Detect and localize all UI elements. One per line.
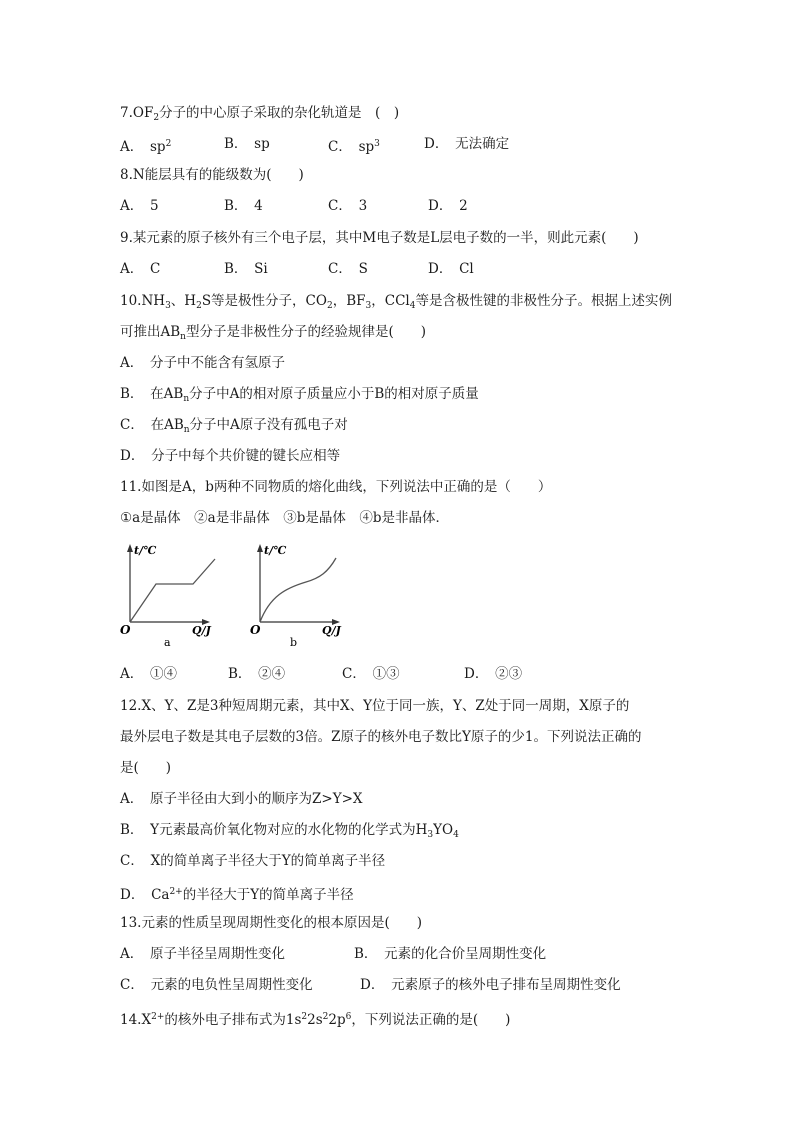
q12-stem-line2: 最外层电子数是其电子层数的3倍。Z原子的核外电子数比Y原子的少1。下列说法正确的	[120, 729, 642, 745]
graph-a-curve	[130, 559, 215, 622]
q7-option-a: A． $sp^2$	[120, 139, 172, 155]
q7-option-c: C． $sp^3$	[328, 139, 380, 155]
q11-option-a: A． ①④	[120, 666, 177, 682]
q8-option-c: C． 3	[328, 198, 368, 214]
q11-option-c: C． ①③	[342, 666, 400, 682]
graph-a-origin: O	[120, 623, 131, 637]
graph-a-x-label: Q/J	[192, 624, 211, 637]
graph-b-y-label: t/℃	[264, 544, 287, 557]
q12-option-a: A． 原子半径由大到小的顺序为Z>Y>X	[120, 791, 363, 807]
q13-option-a: A． 原子半径呈周期性变化	[120, 946, 285, 962]
q9-option-d: D． Cl	[428, 261, 474, 277]
q11-option-d: D． ②③	[464, 666, 523, 682]
q7-stem: $7.OF_2$分子的中心原子采取的杂化轨道是 ( )	[120, 105, 400, 123]
q12-option-c: C． X的简单离子半径大于Y的简单离子半径	[120, 853, 386, 869]
q12-option-d: D． $Ca^{2+}$的半径大于Y的简单离子半径	[120, 887, 354, 903]
q10-option-d: D． 分子中每个共价键的键长应相等	[120, 448, 341, 464]
q11-option-b: B． ②④	[228, 666, 286, 682]
q9-option-b: B． Si	[224, 261, 268, 277]
q10-option-b: B． 在$AB_n$分子中A的相对原子质量应小于B的相对原子质量	[120, 386, 479, 404]
q10-option-c: C． 在$AB_n$分子中A原子没有孤电子对	[120, 417, 348, 435]
q14-stem: $14.X^{2+}$的核外电子排布式为$1s^22s^22p^6$，下列说法正确的是( )	[120, 1012, 511, 1028]
q12-option-b: B． Y元素最高价氧化物对应的水化物的化学式为$H_3YO_4$	[120, 822, 459, 840]
q13-option-b: B． 元素的化合价呈周期性变化	[354, 946, 547, 962]
q9-option-a: A． C	[120, 261, 161, 277]
melting-curve-graph-a	[118, 538, 228, 650]
q8-stem: 8.N能层具有的能级数为( )	[120, 167, 304, 183]
q8-option-d: D． 2	[428, 198, 468, 214]
graph-a-y-arrow	[127, 544, 133, 552]
q10-stem-line1: $10.NH_3$、$H_2S$等是极性分子，$CO_2$，$BF_3$，CCl$_4$等是含极性键的非极性分子。根据上述实例	[120, 293, 672, 311]
q9-stem: 9.某元素的原子核外有三个电子层，其中M电子数是L层电子数的一半，则此元素( )	[120, 230, 639, 246]
q11-stem: 11.如图是A，b两种不同物质的熔化曲线，下列说法中正确的是（ ）	[120, 479, 552, 495]
graph-b-curve	[260, 558, 336, 622]
q11-statements: ①a是晶体 ②a是非晶体 ③b是晶体 ④b是非晶体．	[120, 510, 449, 526]
melting-curve-graph-b	[248, 538, 358, 650]
q12-stem-line3: 是( )	[120, 760, 172, 776]
q13-stem: 13.元素的性质呈现周期性变化的根本原因是( )	[120, 915, 423, 931]
graph-b-origin: O	[250, 623, 261, 637]
q9-option-c: C． S	[328, 261, 368, 277]
q8-option-b: B． 4	[224, 198, 263, 214]
graph-a-caption: a	[164, 636, 171, 649]
q13-option-c: C． 元素的电负性呈周期性变化	[120, 977, 313, 993]
graph-a-y-label: t/℃	[134, 544, 157, 557]
q8-option-a: A． 5	[120, 198, 159, 214]
q7-option-b: B． sp	[224, 136, 270, 152]
q7-option-d: D． 无法确定	[424, 136, 510, 152]
q10-stem-line2: 可推出$AB_n$型分子是非极性分子的经验规律是( )	[120, 324, 427, 342]
graph-b-x-label: Q/J	[322, 624, 341, 637]
graph-b-y-arrow	[257, 544, 263, 552]
graph-b-caption: b	[290, 636, 298, 649]
q13-option-d: D． 元素原子的核外电子排布呈周期性变化	[360, 977, 621, 993]
q12-stem-line1: 12.X、Y、Z是3种短周期元素，其中X、Y位于同一族，Y、Z处于同一周期，X原子的	[120, 698, 630, 714]
q10-option-a: A． 分子中不能含有氢原子	[120, 355, 285, 371]
